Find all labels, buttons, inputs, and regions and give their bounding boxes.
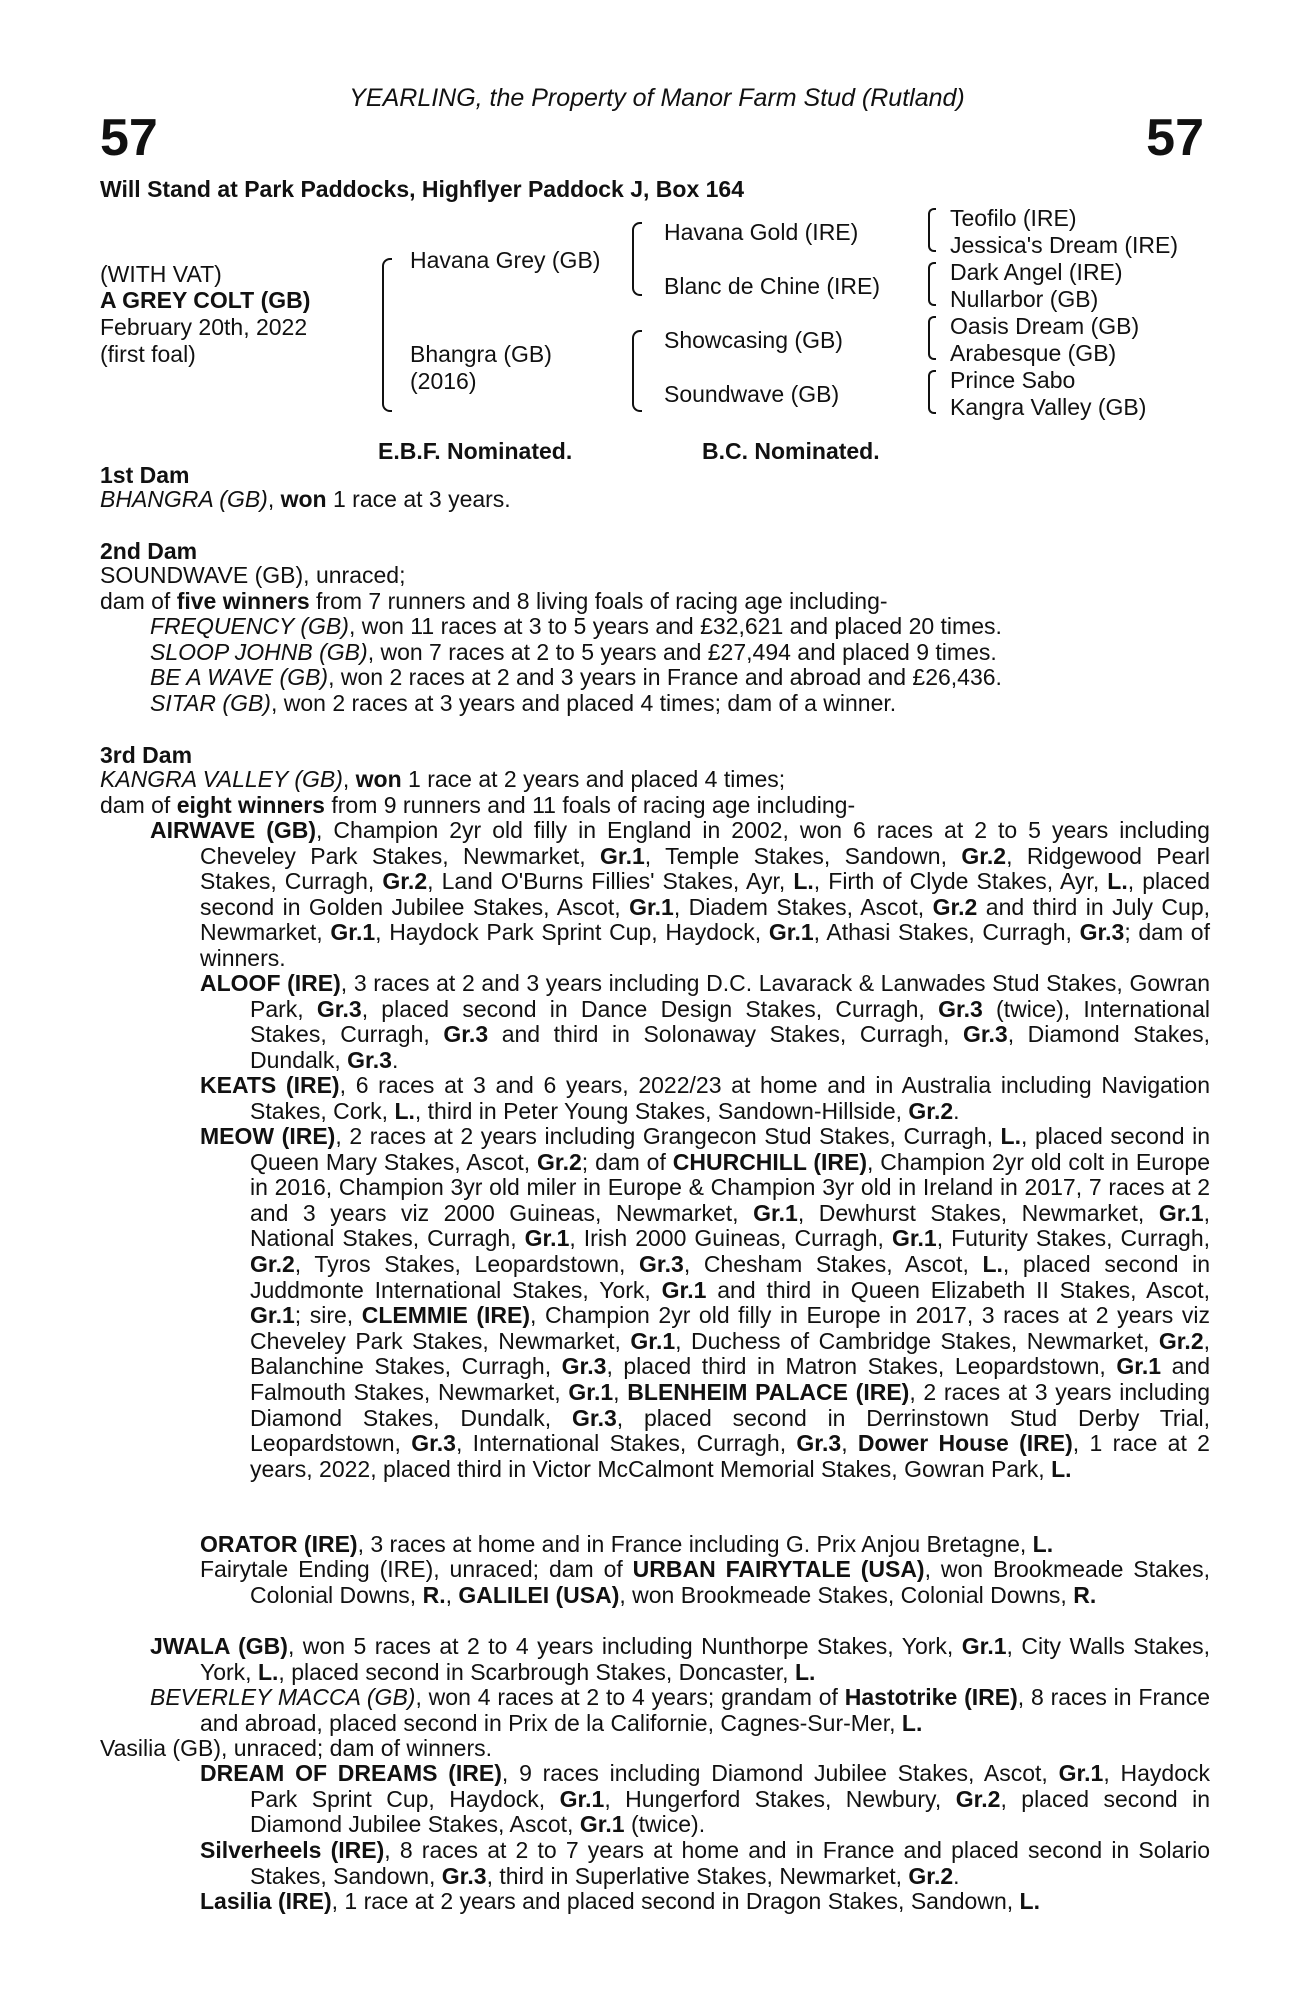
brace-dd [928,370,936,414]
first-foal-note: (first foal) [100,341,196,367]
first-dam-record: 1 race at 3 years. [326,486,511,512]
produce-sitar: SITAR (GB), won 2 races at 3 years and placed 4 times; dam of a winner. [150,690,897,716]
foaled-date: February 20th, 2022 [100,314,308,340]
produce-fairytale-ending: Fairytale Ending (IRE), unraced; dam of URBAN FAIRYTALE (USA), won Brookmeade Stakes, Colonial Downs, R., GALILEI (USA), won Brookmeade Stakes, Colonial Downs, R. [200,1556,1210,1608]
first-dam-title: 1st Dam [100,462,190,488]
brace-main [382,258,392,412]
dam-sire-dam: Arabesque (GB) [950,340,1117,366]
produce-lasilia: Lasilia (IRE), 1 race at 2 years and placed second in Dragon Stakes, Sandown, L. [200,1888,1040,1914]
produce-silverheels: Silverheels (IRE), 8 races at 2 to 7 years at home and in France and placed second in Solario Stakes, Sandown, Gr.3, third in Superlative Stakes, Newmarket, Gr.2. [200,1837,1210,1889]
sire-sire-sire: Teofilo (IRE) [950,205,1077,231]
won-label: won [280,486,327,512]
lot-number-right: 57 [1146,109,1204,167]
produce-be-a-wave: BE A WAVE (GB), won 2 races at 2 and 3 years in France and abroad and £26,436. [150,664,1002,690]
produce-aloof: ALOOF (IRE), 3 races at 2 and 3 years including D.C. Lavarack & Lanwades Stud Stakes, Gowran Park, Gr.3, placed second in Dance Design Stakes, Curragh, Gr.3 (twice), International Stakes, Curragh, Gr.3 and third in Solonaway Stakes, Curragh, Gr.3, Diamond Stakes, Dundalk, Gr.3. [200,970,1211,1073]
third-dam-line1: KANGRA VALLEY (GB), won 1 race at 2 years and placed 4 times; [100,766,786,792]
dam-dam: Soundwave (GB) [664,381,840,407]
property-title: YEARLING, the Property of Manor Farm Stud (Rutland) [349,84,965,112]
produce-sloop-johnb: SLOOP JOHNB (GB), won 7 races at 2 to 5 years and £27,494 and placed 9 times. [150,639,997,665]
produce-dream-of-dreams: DREAM OF DREAMS (IRE), 9 races including Diamond Jubilee Stakes, Ascot, Gr.1, Haydock Park Sprint Cup, Haydock, Gr.1, Hungerford Stakes, Newbury, Gr.2, placed second in Diamond Jubilee Stakes, Ascot, Gr.1 (twice). [200,1760,1210,1838]
produce-vasilia: Vasilia (GB), unraced; dam of winners. [100,1735,493,1761]
lot-number-left: 57 [100,109,158,167]
sire-sire-dam: Jessica's Dream (IRE) [950,232,1179,258]
first-dam-line: BHANGRA (GB), won 1 race at 3 years. [100,486,511,512]
second-dam-line1: SOUNDWAVE (GB), unraced; [100,562,406,588]
brace-ds [928,316,936,360]
first-dam-name: BHANGRA (GB) [100,486,268,512]
second-dam-line2: dam of five winners from 7 runners and 8 living foals of racing age including- [100,588,888,614]
sire-dam: Blanc de Chine (IRE) [664,273,881,299]
dam-dam-dam: Kangra Valley (GB) [950,394,1147,420]
ebf-nominated: E.B.F. Nominated. [378,438,573,464]
dam-year: (2016) [410,368,477,394]
sire-dam-sire: Dark Angel (IRE) [950,259,1123,285]
third-dam-line2: dam of eight winners from 9 runners and 11 foals of racing age including- [100,792,856,818]
produce-airwave: AIRWAVE (GB), Champion 2yr old filly in England in 2002, won 6 races at 2 to 5 years including Cheveley Park Stakes, Newmarket, Gr.1, Temple Stakes, Sandown, Gr.2, Ridgewood Pearl Stakes, Curragh, Gr.2, Land O'Burns Fillies' Stakes, Ayr, L., Firth of Clyde Stakes, Ayr, L., placed second in Golden Jubilee Stakes, Ascot, Gr.1, Diadem Stakes, Ascot, Gr.2 and third in July Cup, Newmarket, Gr.1, Haydock Park Sprint Cup, Haydock, Gr.1, Athasi Stakes, Curragh, Gr.3; dam of winners. [150,817,1211,971]
dam-sire: Showcasing (GB) [664,327,843,353]
produce-orator: ORATOR (IRE), 3 races at home and in France including G. Prix Anjou Bretagne, L. [200,1531,1054,1557]
brace-dam [632,330,642,412]
produce-jwala: JWALA (GB), won 5 races at 2 to 4 years including Nunthorpe Stakes, York, Gr.1, City Walls Stakes, York, L., placed second in Scarbrough Stakes, Doncaster, L. [150,1633,1210,1685]
stand-location: Will Stand at Park Paddocks, Highflyer Paddock J, Box 164 [100,176,744,202]
produce-frequency: FREQUENCY (GB), won 11 races at 3 to 5 years and £32,621 and placed 20 times. [150,613,1002,639]
brace-ss [928,208,936,252]
dam-sire-sire: Oasis Dream (GB) [950,313,1140,339]
vat-note: (WITH VAT) [100,261,222,287]
produce-meow: MEOW (IRE), 2 races at 2 years including Grangecon Stud Stakes, Curragh, L., placed second in Queen Mary Stakes, Ascot, Gr.2; dam of CHURCHILL (IRE), Champion 2yr old colt in Europe in 2016, Champion 3yr old miler in Europe & Champion 3yr old in Ireland in 2017, 7 races at 2 and 3 years viz 2000 Guineas, Newmarket, Gr.1, Dewhurst Stakes, Newmarket, Gr.1, National Stakes, Curragh, Gr.1, Irish 2000 Guineas, Curragh, Gr.1, Futurity Stakes, Curragh, Gr.2, Tyros Stakes, Leopardstown, Gr.3, Chesham Stakes, Ascot, L., placed second in Juddmonte International Stakes, York, Gr.1 and third in Queen Elizabeth II Stakes, Ascot, Gr.1; sire, CLEMMIE (IRE), Champion 2yr old filly in Europe in 2017, 3 races at 2 years viz Cheveley Park Stakes, Newmarket, Gr.1, Duchess of Cambridge Stakes, Newmarket, Gr.2, Balanchine Stakes, Curragh, Gr.3, placed third in Matron Stakes, Leopardstown, Gr.1 and Falmouth Stakes, Newmarket, Gr.1, BLENHEIM PALACE (IRE), 2 races at 3 years including Diamond Stakes, Dundalk, Gr.3, placed second in Derrinstown Stud Derby Trial, Leopardstown, Gr.3, International Stakes, Curragh, Gr.3, Dower House (IRE), 1 race at 2 years, 2022, placed third in Victor McCalmont Memorial Stakes, Gowran Park, L. [200,1123,1211,1482]
dam: Bhangra (GB) [410,341,552,367]
brace-sire [632,222,642,296]
sire-dam-dam: Nullarbor (GB) [950,286,1099,312]
third-dam-title: 3rd Dam [100,742,193,768]
sire: Havana Grey (GB) [410,247,601,273]
sire-sire: Havana Gold (IRE) [664,219,859,245]
bc-nominated: B.C. Nominated. [702,438,880,464]
brace-sd [928,262,936,306]
dam-dam-sire: Prince Sabo [950,367,1076,393]
second-dam-title: 2nd Dam [100,538,198,564]
colt-name: A GREY COLT (GB) [100,287,311,313]
produce-keats: KEATS (IRE), 6 races at 3 and 6 years, 2022/23 at home and in Australia including Navigation Stakes, Cork, L., third in Peter Young Stakes, Sandown-Hillside, Gr.2. [200,1072,1211,1124]
produce-beverley-macca: BEVERLEY MACCA (GB), won 4 races at 2 to 4 years; grandam of Hastotrike (IRE), 8 races in France and abroad, placed second in Prix de la Californie, Cagnes-Sur-Mer, L. [150,1684,1210,1736]
